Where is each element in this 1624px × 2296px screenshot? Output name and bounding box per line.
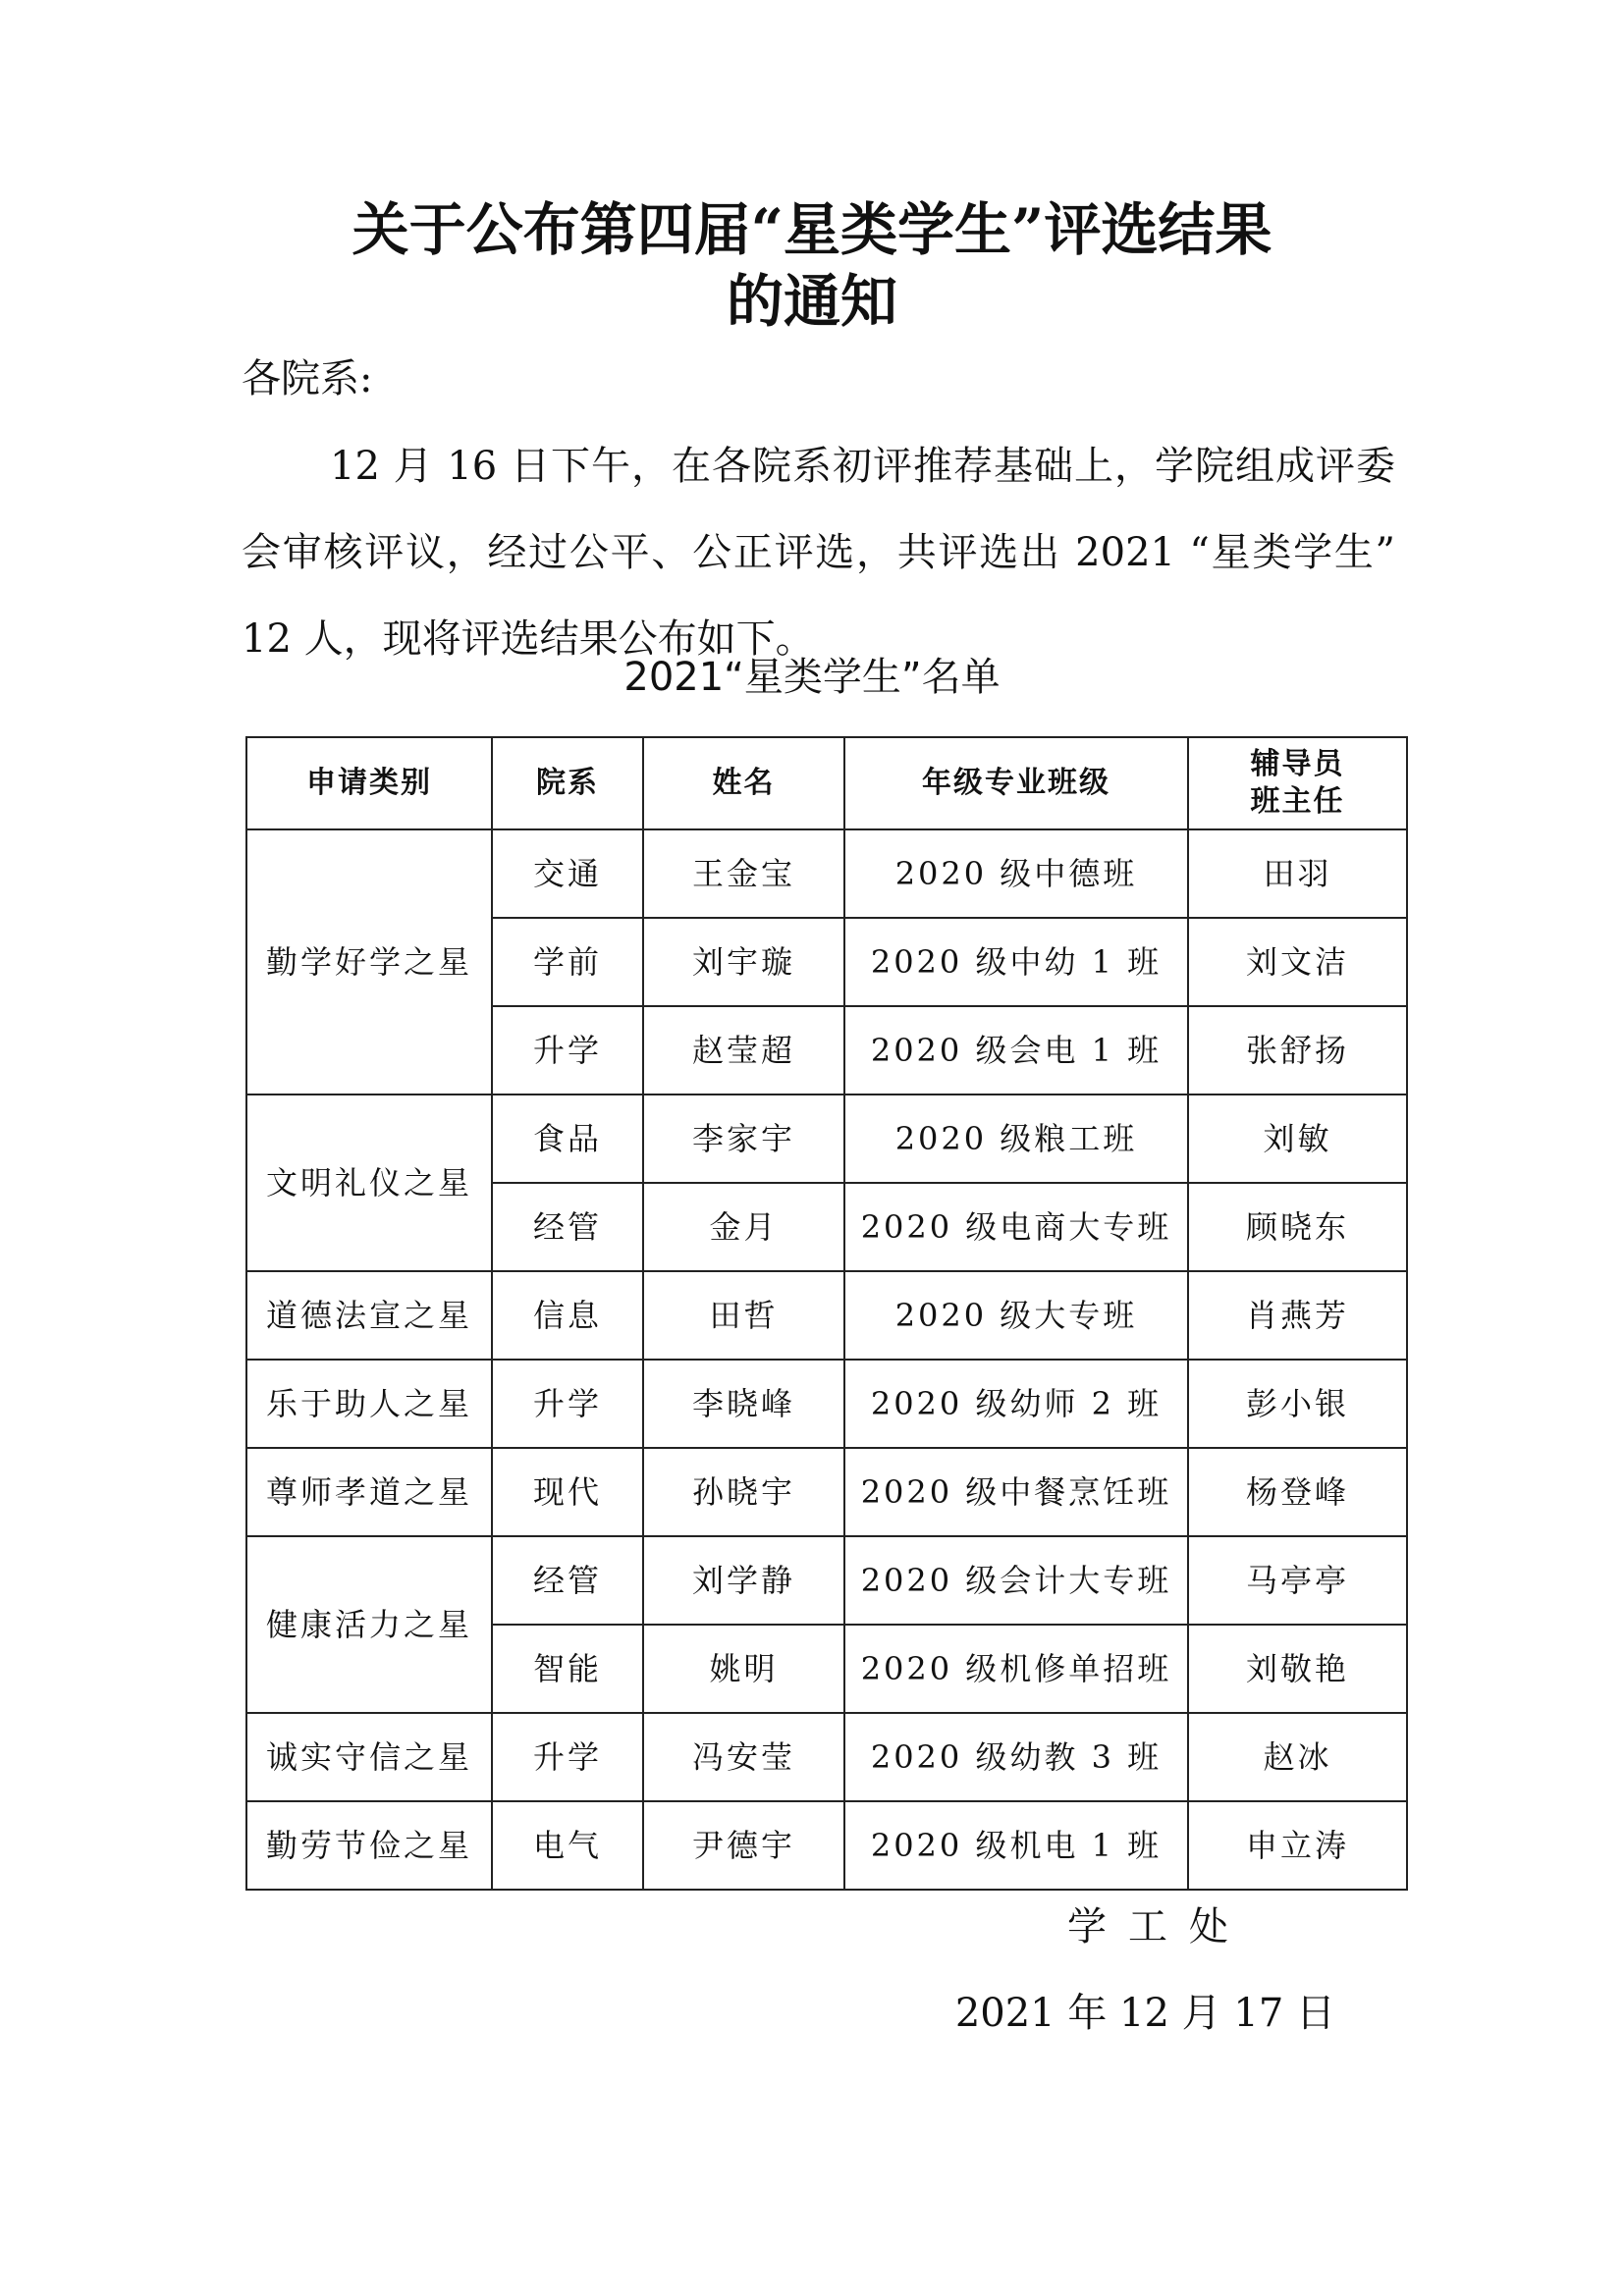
- header-advisor-line-1: 辅导员: [1250, 747, 1345, 781]
- cell-advisor: 申立涛: [1188, 1801, 1407, 1890]
- table-title: 2021“星类学生”名单: [623, 655, 1001, 700]
- cell-department: 升学: [492, 1006, 643, 1095]
- cell-advisor: 顾晓东: [1188, 1183, 1407, 1271]
- cell-category: 勤学好学之星: [246, 829, 492, 1095]
- cell-name: 刘宇璇: [643, 918, 844, 1006]
- cell-class: 2020 级会电 1 班: [844, 1006, 1188, 1095]
- cell-department: 电气: [492, 1801, 643, 1890]
- cell-name: 刘学静: [643, 1536, 844, 1625]
- cell-advisor: 杨登峰: [1188, 1448, 1407, 1536]
- cell-department: 食品: [492, 1095, 643, 1183]
- header-advisor: [1188, 737, 1407, 829]
- cell-department: 升学: [492, 1360, 643, 1448]
- cell-department: 学前: [492, 918, 643, 1006]
- cell-category: 文明礼仪之星: [246, 1095, 492, 1271]
- table-row: [246, 1095, 1407, 1183]
- cell-class: 2020 级机电 1 班: [844, 1801, 1188, 1890]
- cell-category: 乐于助人之星: [246, 1360, 492, 1448]
- cell-class: 2020 级机修单招班: [844, 1625, 1188, 1713]
- table-row: [246, 1271, 1407, 1360]
- table-header-row: [246, 737, 1407, 829]
- cell-class: 2020 级中幼 1 班: [844, 918, 1188, 1006]
- cell-name: 孙晓宇: [643, 1448, 844, 1536]
- header-category: 申请类别: [246, 737, 492, 829]
- cell-name: 李家宇: [643, 1095, 844, 1183]
- table-row: [246, 1536, 1407, 1625]
- header-advisor-line-2: 班主任: [1250, 784, 1345, 819]
- document-title-line-2: 的通知: [726, 268, 897, 335]
- cell-category: 健康活力之星: [246, 1536, 492, 1713]
- header-department: 院系: [492, 737, 643, 829]
- cell-advisor: 刘文洁: [1188, 918, 1407, 1006]
- cell-department: 智能: [492, 1625, 643, 1713]
- cell-class: 2020 级幼师 2 班: [844, 1360, 1188, 1448]
- signature: 学工处: [1067, 1904, 1250, 1949]
- cell-class: 2020 级粮工班: [844, 1095, 1188, 1183]
- table-row: [246, 1801, 1407, 1890]
- cell-advisor: 田羽: [1188, 829, 1407, 918]
- document-title-line-1: 关于公布第四届“星类学生”评选结果: [352, 196, 1272, 263]
- cell-advisor: 赵冰: [1188, 1713, 1407, 1801]
- cell-class: 2020 级电商大专班: [844, 1183, 1188, 1271]
- cell-department: 交通: [492, 829, 643, 918]
- cell-category: 尊师孝道之星: [246, 1448, 492, 1536]
- cell-class: 2020 级会计大专班: [844, 1536, 1188, 1625]
- table-row: [246, 1713, 1407, 1801]
- table-row: [246, 1448, 1407, 1536]
- cell-name: 赵莹超: [643, 1006, 844, 1095]
- cell-advisor: 马亭亭: [1188, 1536, 1407, 1625]
- cell-advisor: 彭小银: [1188, 1360, 1407, 1448]
- cell-department: 信息: [492, 1271, 643, 1360]
- cell-department: 升学: [492, 1713, 643, 1801]
- cell-class: 2020 级中德班: [844, 829, 1188, 918]
- issue-date: 2021 年 12 月 17 日: [954, 1991, 1335, 2036]
- salutation: 各院系:: [242, 356, 373, 401]
- cell-category: 道德法宣之星: [246, 1271, 492, 1360]
- header-class: 年级专业班级: [844, 737, 1188, 829]
- table-body: [246, 829, 1407, 1890]
- cell-name: 姚明: [643, 1625, 844, 1713]
- cell-category: 诚实守信之星: [246, 1713, 492, 1801]
- table-row: [246, 829, 1407, 918]
- cell-name: 王金宝: [643, 829, 844, 918]
- cell-category: 勤劳节俭之星: [246, 1801, 492, 1890]
- cell-advisor: 张舒扬: [1188, 1006, 1407, 1095]
- cell-class: 2020 级中餐烹饪班: [844, 1448, 1188, 1536]
- cell-class: 2020 级幼教 3 班: [844, 1713, 1188, 1801]
- cell-name: 金月: [643, 1183, 844, 1271]
- cell-advisor: 肖燕芳: [1188, 1271, 1407, 1360]
- cell-advisor: 刘敬艳: [1188, 1625, 1407, 1713]
- cell-name: 冯安莹: [643, 1713, 844, 1801]
- header-name: 姓名: [643, 737, 844, 829]
- cell-name: 田哲: [643, 1271, 844, 1360]
- cell-department: 经管: [492, 1536, 643, 1625]
- award-list-table: [245, 736, 1408, 1891]
- cell-department: 经管: [492, 1183, 643, 1271]
- cell-class: 2020 级大专班: [844, 1271, 1188, 1360]
- cell-department: 现代: [492, 1448, 643, 1536]
- table-row: [246, 1360, 1407, 1448]
- cell-name: 李晓峰: [643, 1360, 844, 1448]
- cell-name: 尹德宇: [643, 1801, 844, 1890]
- notice-paragraph: 12 月 16 日下午，在各院系初评推荐基础上，学院组成评委会审核评议，经过公平、公正评选，共评选出 2021 “星类学生” 12 人，现将评选结果公布如下。: [242, 444, 1395, 662]
- cell-advisor: 刘敏: [1188, 1095, 1407, 1183]
